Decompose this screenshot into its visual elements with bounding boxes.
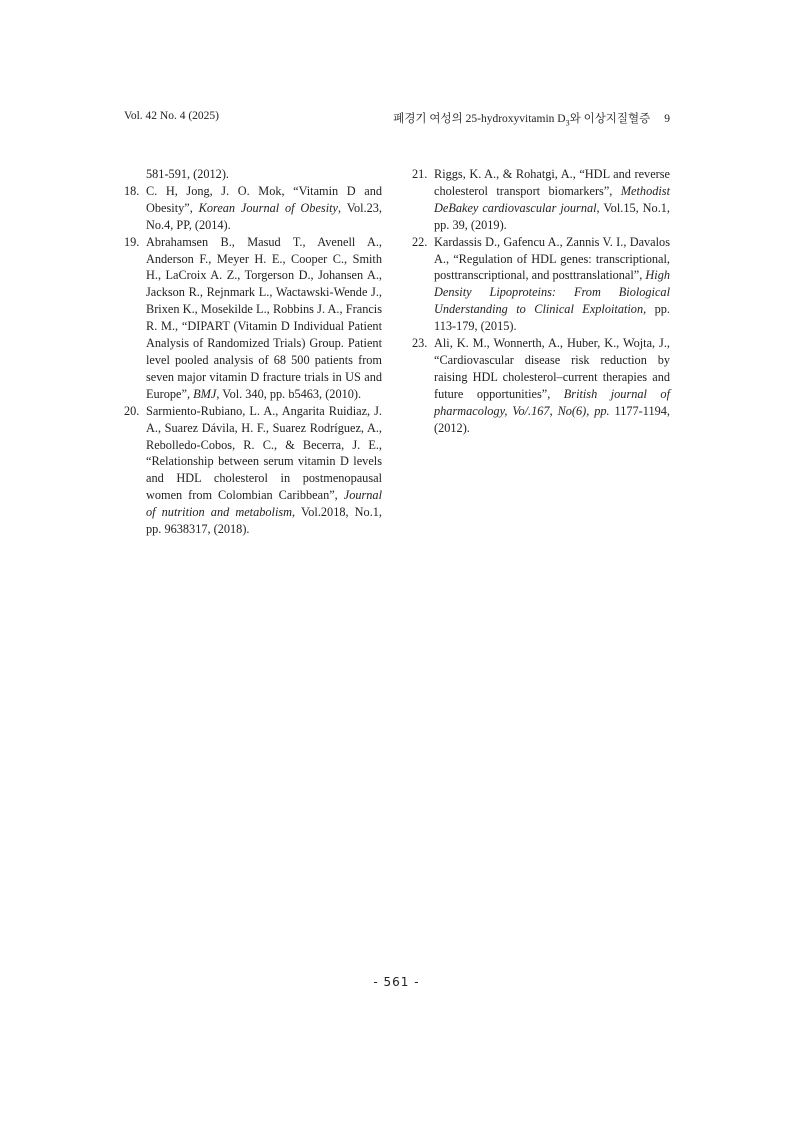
reference-journal: BMJ	[193, 386, 217, 401]
reference-item	[124, 183, 382, 234]
reference-journal: Journal of nutrition and metabolism	[146, 488, 382, 520]
reference-column-right	[412, 166, 670, 437]
page-footer	[0, 975, 793, 989]
reference-details: , Vol.23, No.4, PP, (2014).	[146, 200, 383, 232]
reference-item	[124, 234, 382, 403]
reference-number: 21.	[412, 167, 428, 181]
running-title-subscript: 3	[565, 118, 570, 128]
reference-journal: British journal of pharmacology, Vo/.167, No(6), pp.	[434, 386, 670, 418]
reference-text: Ali, K. M., Wonnerth, A., Huber, K., Wojta, J., “Cardiovascular disease risk reduction by raising HDL cholesterol–current therapies and future opportunities”,	[434, 336, 670, 401]
reference-details: , Vol.15, No.1, pp. 39, (2019).	[434, 200, 670, 232]
running-title-text: 폐경기 여성의 25-hydroxyvitamin D	[393, 113, 566, 125]
reference-continuation	[124, 166, 382, 183]
reference-journal: Korean Journal of Obesity	[198, 200, 338, 215]
reference-journal: Methodist DeBakey cardiovascular journal	[434, 183, 670, 215]
running-title-suffix: 와 이상지질혈증	[569, 113, 651, 125]
reference-number: 22.	[412, 234, 428, 249]
reference-text: Abrahamsen B., Masud T., Avenell A., Anderson F., Meyer H. E., Cooper C., Smith H., LaCroix A. Z., Torgerson D., Johansen A., Jackson R., Rejnmark L., Wactawski-Wende J., Brixen K., Mosekilde L., Robbins J. A., Francis R. M., “DIPART (Vitamin D Individual Patient Analysis of Randomized Trials) Group. Patient level pooled analysis of 68 500 patients from seven major vitamin D fracture trials in US and Europe”,	[146, 234, 382, 401]
reference-number: 18.	[124, 183, 140, 198]
reference-number: 19.	[124, 234, 140, 249]
reference-text: Sarmiento-Rubiano, L. A., Angarita Ruidiaz, J. A., Suarez Dávila, H. F., Suarez Rodríguez, A., Rebolledo-Cobos, R. C., & Becerra, J. E., “Relationship between serum vitamin D levels and HDL cholesterol in postmenopausal women from Colombian Caribbean”,	[146, 403, 382, 503]
reference-number: 20.	[124, 403, 140, 418]
reference-details: pp. 113-179, (2015).	[434, 302, 671, 334]
reference-number: 23.	[412, 336, 428, 351]
reference-details: , Vol. 340, pp. b5463, (2010).	[216, 386, 362, 401]
journal-volume: Vol. 42 No. 4 (2025)	[124, 110, 219, 122]
reference-text: Riggs, K. A., & Rohatgi, A., “HDL and reverse cholesterol transport biomarkers”,	[434, 167, 670, 198]
header-page-number: 9	[664, 113, 670, 125]
reference-text: C. H, Jong, J. O. Mok, “Vitamin D and Obesity”,	[146, 183, 382, 215]
reference-details: 1177-1194, (2012).	[434, 403, 670, 435]
reference-item	[124, 403, 382, 538]
reference-column-left	[124, 166, 382, 538]
reference-details: , Vol.2018, No.1, pp. 9638317, (2018).	[146, 505, 382, 537]
reference-item	[412, 234, 670, 335]
running-header	[124, 110, 670, 128]
running-title	[393, 110, 670, 127]
reference-text: Kardassis D., Gafencu A., Zannis V. I., Davalos A., “Regulation of HDL genes: transcriptional, posttranscriptional, and posttranslational”,	[434, 234, 670, 283]
page-number: - 561 -	[373, 975, 420, 989]
reference-item	[412, 335, 670, 436]
reference-text: 581-591, (2012).	[146, 167, 229, 181]
reference-item	[412, 166, 670, 234]
reference-journal: High Density Lipoproteins: From Biological Understanding to Clinical Exploitation,	[434, 268, 670, 317]
